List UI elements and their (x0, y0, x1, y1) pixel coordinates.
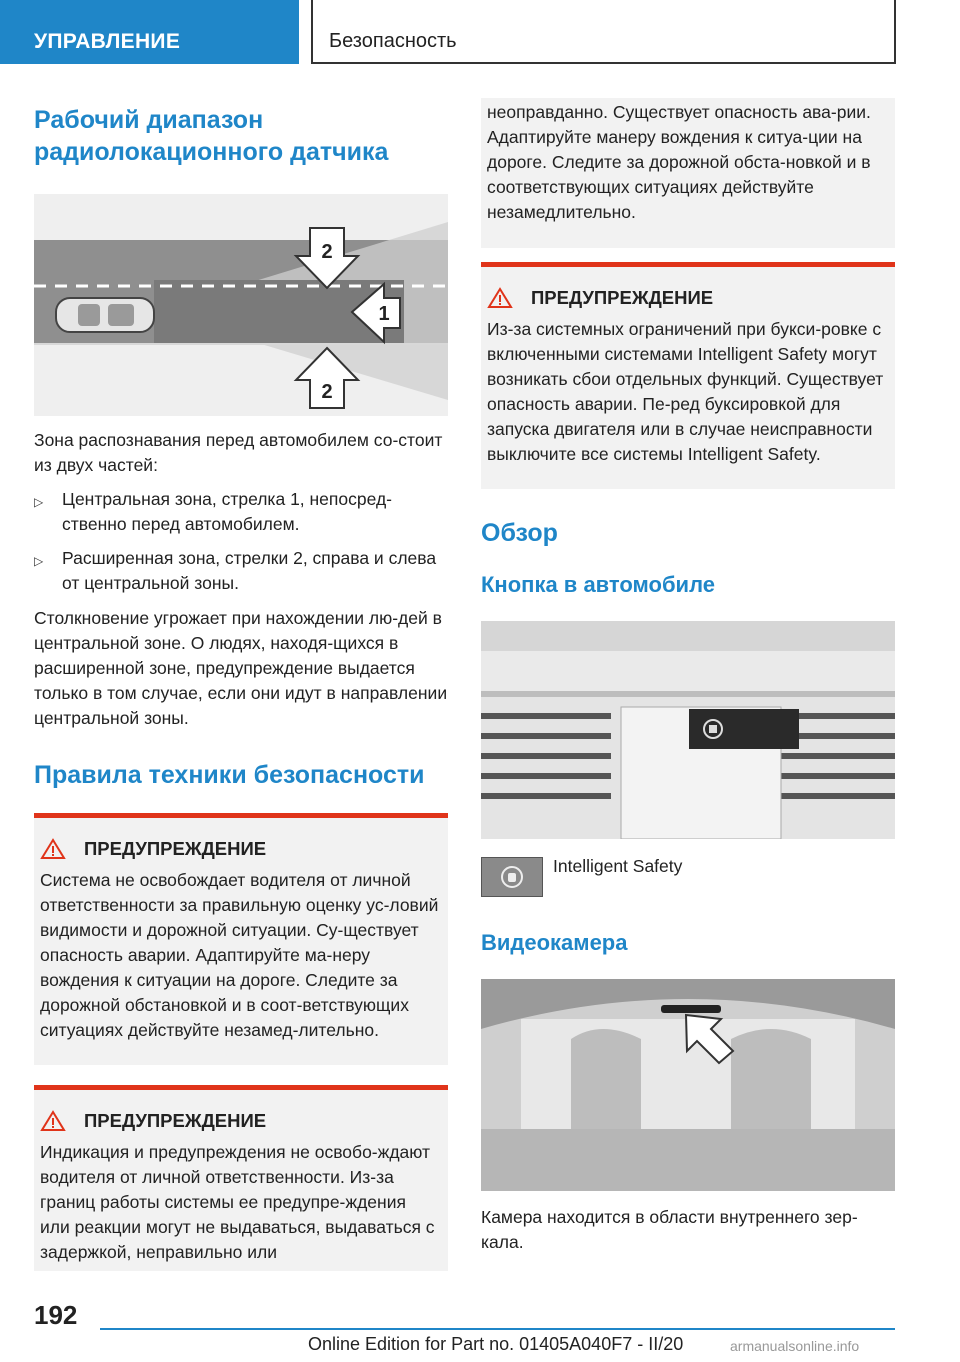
dashboard-photo (481, 621, 895, 839)
warning-text: Система не освобождает водителя от личной ответственности за правильную оценку ус-ловий видимости и дорожной ситуации. Су-ществует опасность аварии. Адаптируйте ма-неру вождения к ситуации на дороге. Следите за дорожной обстановкой и в соот-ветствующих ситуациях действуйте незамед-лительно. (40, 870, 439, 1040)
arrow-label-top: 2 (321, 241, 333, 263)
bullet-extended-zone (34, 546, 448, 596)
section-tab: УПРАВЛЕНИЕ (0, 0, 299, 64)
radar-range-title: Рабочий диапазон радиолокационного датчика (34, 106, 389, 166)
warning-box-3 (481, 262, 895, 489)
right-column (481, 100, 895, 1255)
zone-intro: Зона распознавания перед автомобилем со-стоит из двух частей: (34, 430, 443, 475)
warning-text: неоправданно. Существует опасность ава-рии. Адаптируйте манеру вождения к ситуа-ции на дороге. Следите за дорожной обста-новкой и в соответствующих ситуациях действуйте незамедлительно. (487, 102, 871, 222)
collision-para: Столкновение угрожает при нахождении лю-дей в центральной зоне. О людях, находя-щихся в расширенной зоне, предупреждение выдается только в том случае, если они идут в направлении центральной зоны. (34, 608, 448, 728)
warning-title: ПРЕДУПРЕЖДЕНИЕ (84, 1110, 267, 1131)
edition-text: Online Edition for Part no. 01405A040F7 - II/20 (308, 1334, 684, 1354)
warning-triangle-icon (487, 287, 513, 309)
bullet-central-zone (34, 487, 448, 537)
button-legend (481, 857, 895, 897)
button-label: Intelligent Safety (553, 856, 683, 876)
warning-box-2-continued (481, 98, 895, 248)
bullet-text: Центральная зона, стрелка 1, непосред-ственно перед автомобилем. (62, 489, 392, 534)
button-heading: Кнопка в автомобиле (481, 572, 715, 597)
car-icon (56, 298, 154, 332)
bullet-text: Расширенная зона, стрелки 2, справа и слева от центральной зоны. (62, 548, 437, 593)
arrow-label-1: 1 (378, 303, 390, 325)
triangle-bullet-icon: ▷ (34, 495, 44, 509)
warning-title: ПРЕДУПРЕЖДЕНИЕ (531, 287, 714, 308)
warning-box-2 (34, 1085, 448, 1271)
warning-box-1 (34, 813, 448, 1065)
triangle-bullet-icon: ▷ (34, 554, 44, 568)
footer-rule (100, 1328, 895, 1330)
warning-text: Из-за системных ограничений при букси-ровке с включенными системами Intelligent Safety могут возникать сбои отдельных функций. Существует опасность аварии. Пе-ред буксировкой для запуска двигателя или в случае неисправности выключите все системы Intelligent Safety. (487, 319, 884, 464)
interior-photo (481, 979, 895, 1191)
watermark: armanualsonline.info (730, 1338, 860, 1354)
camera-figure (481, 979, 895, 1191)
warning-title: ПРЕДУПРЕЖДЕНИЕ (84, 838, 267, 859)
camera-text: Камера находится в области внутреннего зер-кала. (481, 1207, 858, 1252)
warning-triangle-icon (40, 838, 66, 860)
dashboard-button-figure (481, 621, 895, 839)
radar-diagram (34, 194, 448, 416)
intelligent-safety-button-icon (481, 857, 543, 897)
warning-text: Индикация и предупреждения не освобо-ждают водителя от личной ответственности. Из-за границ работы системы ее предупре-ждения или реакции могут не выдаваться, выдаваться с задержкой, неправильно или (40, 1142, 435, 1262)
camera-heading: Видеокамера (481, 930, 628, 955)
left-column (34, 100, 448, 1271)
page-number: 192 (34, 1300, 78, 1330)
arrow-label-bottom: 2 (321, 381, 333, 403)
radar-range-figure (34, 194, 448, 416)
overview-title: Обзор (481, 519, 558, 547)
safety-title: Правила техники безопасности (34, 761, 425, 789)
chapter-title: Безопасность (311, 0, 896, 64)
warning-triangle-icon (40, 1110, 66, 1132)
